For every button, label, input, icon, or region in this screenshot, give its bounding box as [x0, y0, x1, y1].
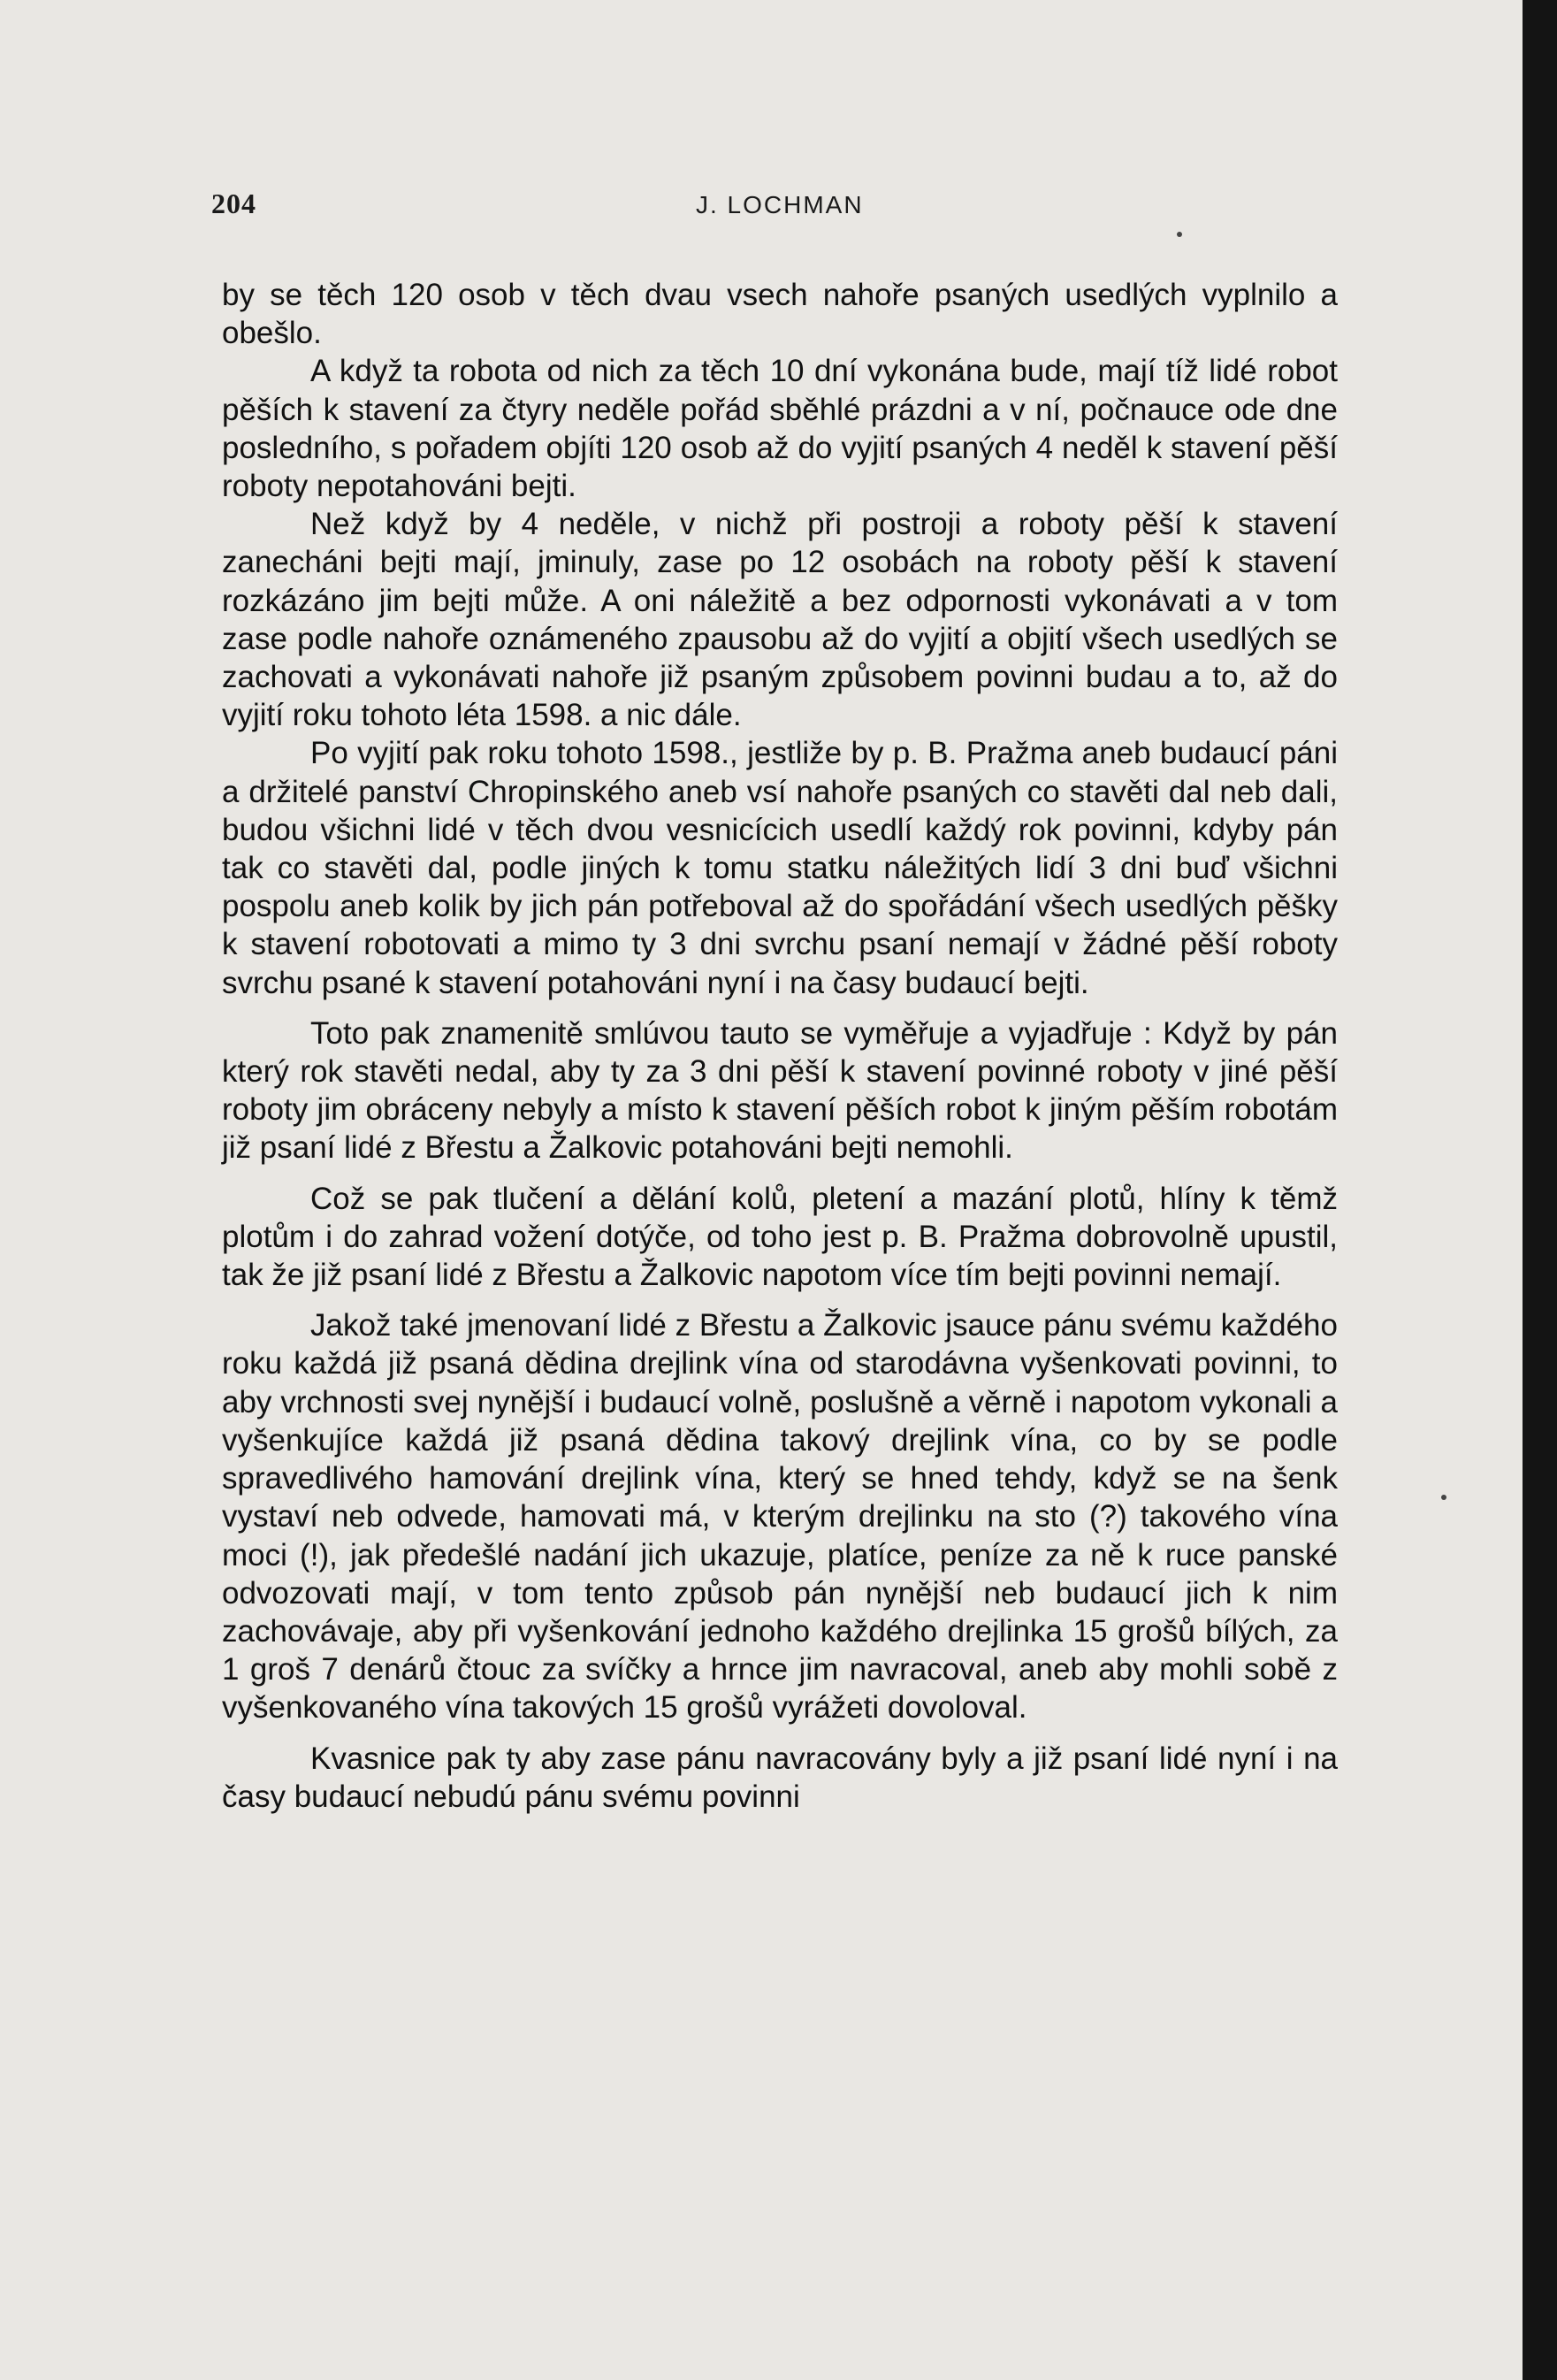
paragraph-3: Než když by 4 neděle, v nichž při postroji a roboty pěší k stavení zanecháni bejti mají, jminuly, zase po 12 osobách na roboty pěší k stavení rozkázáno jim bejti může. A oni náležitě a bez odpornosti vykonávati a v tom zase podle nahoře oznámeného zpausobu až do vyjití a objití všech usedlých se zachovati a vykonávati nahoře již psaným způsobem povinni budau a to, až do vyjití roku tohoto léta 1598. a nic dále. — [222, 507, 1338, 733]
page-number: 204 — [211, 187, 256, 219]
body-text — [222, 276, 1338, 1816]
print-speck — [1441, 1495, 1446, 1500]
paragraph-4: Po vyjití pak roku tohoto 1598., jestliže by p. B. Pražma aneb budaucí páni a držitelé panství Chropinského aneb vsí nahoře psaných co stavěti dal neb dali, budou všichni lidé v těch dvou vesnicícich usedlí každý rok povinni, kdyby pán tak co stavěti dal, podle jiných k tomu statku náležitých lidí 3 dni buď všichni pospolu aneb kolik by jich pán potřeboval až do spořádání všech usedlých pěšky k stavení robotovati a mimo ty 3 dni svrchu psaní nemají v žádné pěší roboty svrchu psané k stavení potahováni nyní i na časy budaucí bejti. — [222, 736, 1338, 1000]
running-head: J. LOCHMAN — [696, 191, 864, 218]
paragraph-6: Což se pak tlučení a dělání kolů, pletení a mazání plotů, hlíny k těmž plotům i do zahrad vožení dotýče, od toho jest p. B. Pražma dobrovolně upustil, tak že již psaní lidé z Břestu a Žalkovic napotom více tím bejti povinni nemají. — [222, 1181, 1338, 1293]
paragraph-5: Toto pak znamenitě smlúvou tauto se vyměřuje a vyjadřuje : Když by pán který rok stavěti nedal, aby ty za 3 dni pěší k stavení povinné roboty v jiné pěší roboty jim obráceny nebyly a místo k stavení pěších robot k jiným pěším robotám již psaní lidé z Břestu a Žalkovic potahováni bejti nemohli. — [222, 1015, 1338, 1166]
print-speck — [1177, 232, 1182, 237]
paragraph-7: Jakož také jmenovaní lidé z Břestu a Žalkovic jsauce pánu svému každého roku každá již psaná dědina drejlink vína od starodávna vyšenkovati povinni, to aby vrchnosti svej nynější i budaucí volně, poslušně a věrně i napotom vykonali a vyšenkujíce každá již psaná dědina takový drejlink vína, co by se podle spravedlivého hamování drejlink vína, který se hned tehdy, když se na šenk vystaví neb odvede, hamovati má, v kterým drejlinku na sto (?) takového vína moci (!), jak předešlé nadání jich ukazuje, platíce, peníze za ně k ruce panské odvozovati mají, v tom tento způsob pán nynější neb budaucí jich k nim zachovávaje, aby při vyšenkování jednoho každého drejlinka 15 grošů bílých, za 1 groš 7 denárů čtouc za svíčky a hrnce jim navracoval, aneb aby mohli sobě z vyšenkovaného vína takových 15 grošů vyrážeti dovoloval. — [222, 1308, 1338, 1726]
paragraph-8: Kvasnice pak ty aby zase pánu navracovány byly a již psaní lidé nyní i na časy budaucí nebudú pánu svému povinni — [222, 1741, 1338, 1814]
scan-border — [1523, 0, 1557, 2380]
paragraph-2: A když ta robota od nich za těch 10 dní vykonána bude, mají tíž lidé robot pěších k stavení za čtyry neděle pořád sběhlé prázdni a v ní, počnauce ode dne posledního, s pořadem objíti 120 osob až do vyjití psaných 4 neděl k stavení pěší roboty nepotahováni bejti. — [222, 354, 1338, 504]
paragraph-1: by se těch 120 osob v těch dvau vsech nahoře psaných usedlých vyplnilo a obešlo. — [222, 278, 1338, 351]
page-header — [211, 187, 1343, 232]
